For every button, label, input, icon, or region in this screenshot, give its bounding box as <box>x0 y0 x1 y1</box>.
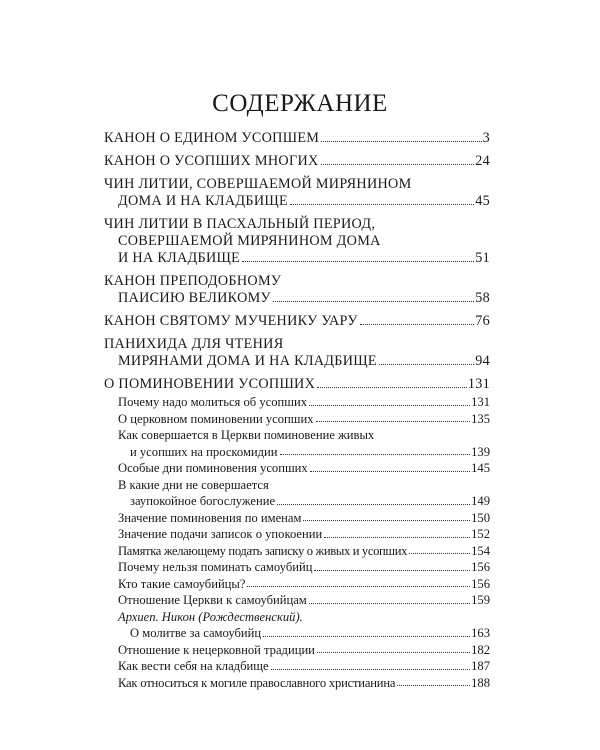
toc-page-number: 145 <box>471 461 490 475</box>
toc-entry-minor <box>104 592 490 609</box>
toc-page-number: 94 <box>475 353 490 369</box>
toc-entry-major <box>104 376 490 393</box>
toc-page-number: 51 <box>475 250 490 266</box>
toc-entry-title: Как совершается в Церкви поминовение живых <box>118 428 375 442</box>
dot-leader <box>309 603 470 604</box>
toc-entry-minor <box>104 460 490 477</box>
toc-entry-title: Как относиться к могиле православного христианина <box>118 675 396 690</box>
toc-entry-title-cont: О молитве за самоубийц <box>130 626 262 640</box>
dot-leader <box>290 204 474 205</box>
toc-entry-title: ЧИН ЛИТИИ, СОВЕРШАЕМОЙ МИРЯНИНОМ <box>104 176 412 192</box>
toc-page-number: 159 <box>471 593 490 607</box>
toc-entry-title: Значение поминовения по именам <box>118 510 302 525</box>
dot-leader <box>409 553 470 554</box>
toc-page-number: 188 <box>471 675 490 690</box>
dot-leader <box>271 669 471 670</box>
toc-entry-title: КАНОН О УСОПШИХ МНОГИХ <box>104 153 319 169</box>
dot-leader <box>280 454 471 455</box>
dot-leader <box>317 387 467 388</box>
toc-entry-title: ПАНИХИДА ДЛЯ ЧТЕНИЯ <box>104 336 284 352</box>
dot-leader <box>397 685 470 686</box>
toc-entry-title-cont: СОВЕРШАЕМОЙ МИРЯНИНОМ ДОМА <box>118 233 381 249</box>
toc-entry-title: Значение подачи записок о упокоении <box>118 527 323 541</box>
toc-page-number: 45 <box>475 193 490 209</box>
toc-entry-title: О церковном поминовении усопших <box>118 411 314 426</box>
toc-entry-minor <box>104 559 490 576</box>
dot-leader <box>360 324 475 325</box>
toc-entry-title: Особые дни поминовения усопших <box>118 461 308 475</box>
toc-entry-minor <box>104 675 490 692</box>
toc-entry-major <box>104 153 490 170</box>
toc-entry-major <box>104 273 490 307</box>
toc-page-number: 131 <box>471 395 490 409</box>
toc-entry-minor <box>104 427 490 460</box>
toc-entry-title: КАНОН ПРЕПОДОБНОМУ <box>104 273 282 289</box>
toc-page-number: 182 <box>471 642 490 657</box>
toc-entry-major <box>104 216 490 267</box>
dot-leader <box>273 301 474 302</box>
dot-leader <box>316 421 471 422</box>
toc-entry-minor <box>104 477 490 510</box>
toc-entry-major <box>104 176 490 210</box>
toc-entry-title: Отношение к нецерковной традиции <box>118 642 315 657</box>
dot-leader <box>310 471 470 472</box>
toc-page-number: 152 <box>471 527 490 541</box>
toc-entry-minor <box>104 543 490 560</box>
toc-entry-title: ЧИН ЛИТИИ В ПАСХАЛЬНЫЙ ПЕРИОД, <box>104 216 376 232</box>
toc-page-number: 150 <box>471 510 490 525</box>
toc-entry-title-cont: И НА КЛАДБИЩЕ <box>118 250 241 266</box>
page-title: СОДЕРЖАНИЕ <box>212 90 388 117</box>
toc-page-number: 76 <box>475 313 490 329</box>
toc-entry-title: КАНОН О ЕДИНОМ УСОПШЕМ <box>104 130 320 146</box>
toc-entry-minor <box>104 576 490 593</box>
toc-entry-title-cont: и усопших на проскомидии <box>130 444 278 459</box>
toc-entry-minor <box>104 510 490 527</box>
toc-entry-title: Кто такие самоубийцы? <box>118 576 246 591</box>
dot-leader <box>379 364 474 365</box>
toc-page-number: 24 <box>475 153 490 169</box>
toc-page-number: 131 <box>467 376 490 392</box>
toc-page-number: 187 <box>471 659 490 673</box>
toc-page-number: 156 <box>471 576 490 591</box>
toc-entry-title: Отношение Церкви к самоубийцам <box>118 593 307 607</box>
toc-entry-minor <box>104 394 490 411</box>
toc-entry-author: Архиеп. Никон (Рождественский). <box>118 609 303 624</box>
toc-entry-minor <box>104 642 490 659</box>
toc-page-number: 135 <box>471 411 490 426</box>
dot-leader <box>321 141 481 142</box>
toc-entry-minor <box>104 411 490 428</box>
toc-entry-title: Почему надо молиться об усопших <box>118 395 307 409</box>
toc-entry-minor <box>104 658 490 675</box>
toc-entry-title: Памятка желающему подать записку о живых и усопших <box>118 543 408 558</box>
dot-leader <box>263 636 470 637</box>
dot-leader <box>321 164 475 165</box>
toc-entry-major <box>104 313 490 330</box>
toc-entry-title: КАНОН СВЯТОМУ МУЧЕНИКУ УАРУ <box>104 313 358 329</box>
toc-page-number: 58 <box>475 290 490 306</box>
toc-entry-minor <box>104 526 490 543</box>
toc-entry-major <box>104 130 490 147</box>
toc-entry-title: О ПОМИНОВЕНИИ УСОПШИХ <box>104 376 316 392</box>
dot-leader <box>247 586 470 587</box>
dot-leader <box>277 504 470 505</box>
toc-entry-title: Как вести себя на кладбище <box>118 659 269 673</box>
toc-entry-title: В какие дни не совершается <box>118 477 269 492</box>
toc-page-number: 154 <box>471 543 490 558</box>
dot-leader <box>309 405 470 406</box>
toc-entry-title-cont: заупокойное богослужение <box>130 494 276 508</box>
toc-entry-title-cont: МИРЯНАМИ ДОМА И НА КЛАДБИЩЕ <box>118 353 377 369</box>
dot-leader <box>303 520 470 521</box>
dot-leader <box>314 570 470 571</box>
toc-page-number: 163 <box>471 626 490 640</box>
dot-leader <box>242 261 474 262</box>
toc-entry-title-cont: ДОМА И НА КЛАДБИЩЕ <box>118 193 288 209</box>
toc-page-number: 3 <box>482 130 490 146</box>
toc-page-number: 156 <box>471 560 490 574</box>
dot-leader <box>317 652 470 653</box>
toc-entry-minor <box>104 609 490 642</box>
dot-leader <box>324 537 470 538</box>
toc-page-number: 139 <box>471 444 490 459</box>
table-of-contents <box>104 130 490 691</box>
toc-page-number: 149 <box>471 494 490 508</box>
toc-entry-major <box>104 336 490 370</box>
toc-entry-title-cont: ПАИСИЮ ВЕЛИКОМУ <box>118 290 271 306</box>
toc-entry-title: Почему нельзя поминать самоубийц <box>118 560 313 574</box>
